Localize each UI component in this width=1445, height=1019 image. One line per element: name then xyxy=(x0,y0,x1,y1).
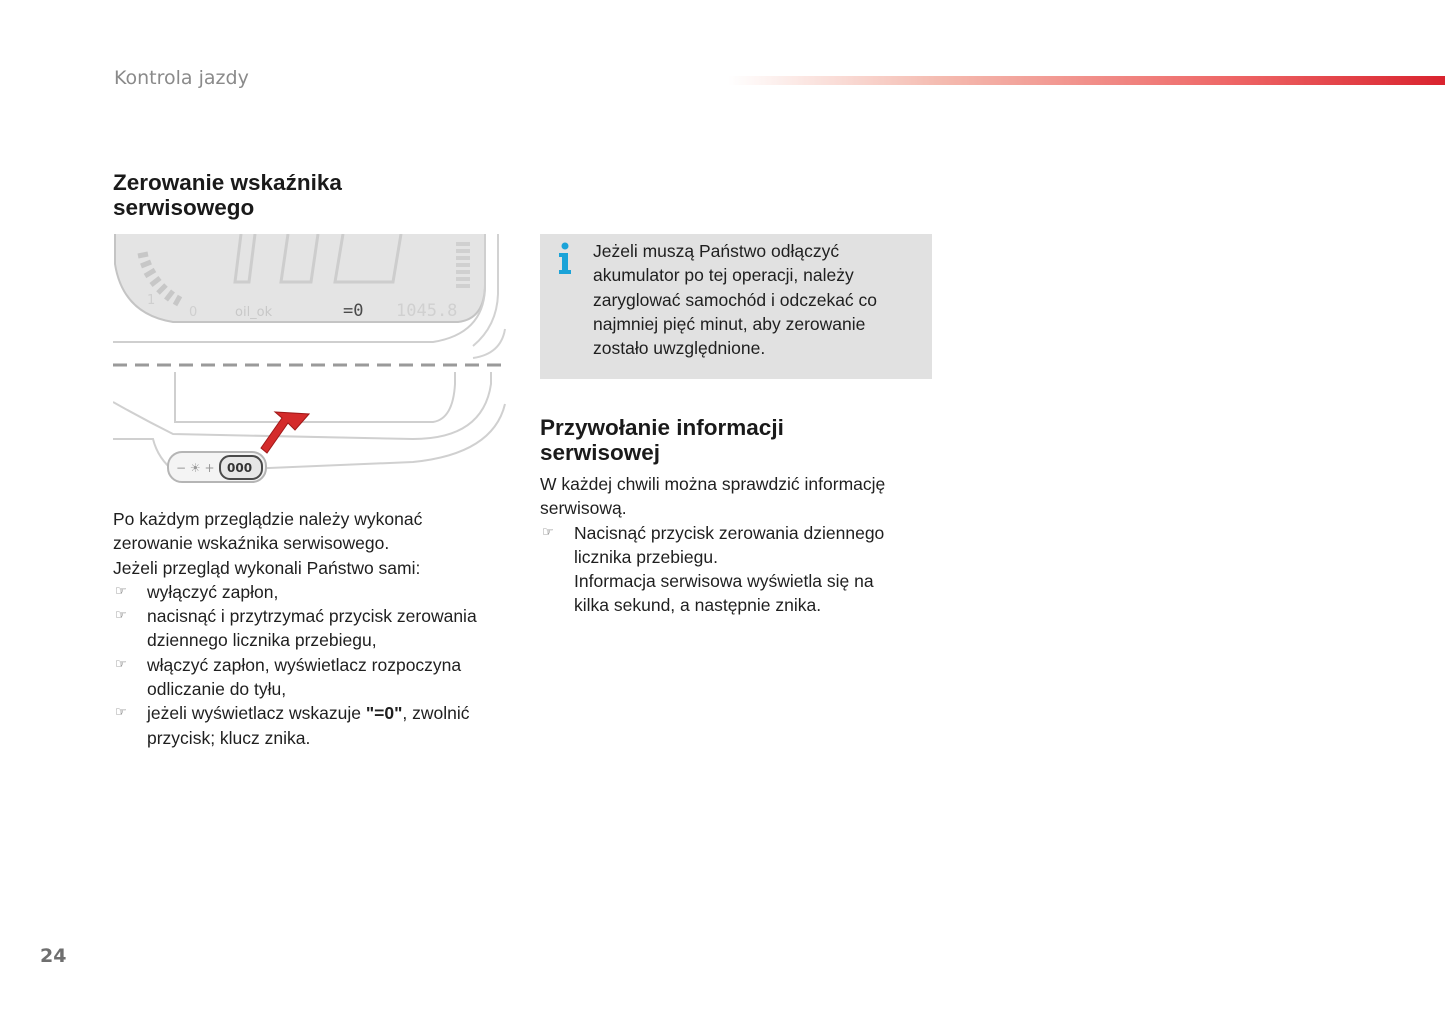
reset-value-emphasis: "=0" xyxy=(365,703,403,724)
section-title-reset xyxy=(113,170,493,220)
brightness-minus: − ☀ + xyxy=(176,461,215,475)
recall-instructions xyxy=(540,472,935,618)
intro-line: Jeżeli przegląd wykonali Państwo sami: xyxy=(113,557,421,578)
oil-ok-label: oil_ok xyxy=(235,305,273,320)
info-icon xyxy=(556,242,574,274)
intro-line: Po każdym przeglądzie należy wykonać xyxy=(113,509,423,529)
section-title-recall xyxy=(540,415,920,465)
pointing-hand-icon: ☞ xyxy=(115,705,127,721)
lower-panel xyxy=(175,372,455,422)
pointing-hand-icon: ☞ xyxy=(115,608,127,624)
instrument-panel-illustration xyxy=(113,234,506,492)
info-note-box xyxy=(540,234,932,379)
odometer-readout: 1045.8 xyxy=(396,301,458,321)
info-line: akumulator po tej operacji, należy xyxy=(593,265,854,286)
pointing-hand-icon: ☞ xyxy=(115,656,127,672)
intro-line: W każdej chwili można sprawdzić informację xyxy=(540,474,886,494)
list-item-text: dziennego licznika przebiegu, xyxy=(147,630,377,651)
intro-line: zerowanie wskaźnika serwisowego. xyxy=(113,533,390,554)
followup-line: kilka sekund, a następnie znika. xyxy=(574,595,822,616)
pointer-arrow xyxy=(261,412,309,453)
list-item-text: licznika przebiegu. xyxy=(574,546,718,567)
list-item xyxy=(113,653,513,702)
list-item-text: nacisnąć i przytrzymać przycisk zerowania xyxy=(147,606,477,627)
recall-steps-list xyxy=(540,521,935,570)
pointing-hand-icon: ☞ xyxy=(115,583,127,599)
intro-line: serwisową. xyxy=(540,498,627,519)
section-title-line: Zerowanie wskaźnika xyxy=(113,170,342,195)
list-item xyxy=(540,521,935,570)
info-line: Jeżeli muszą Państwo odłączyć xyxy=(593,241,840,261)
gauge-label-0: 0 xyxy=(189,305,198,320)
pointing-hand-icon: ☞ xyxy=(542,524,554,540)
housing-edge xyxy=(473,329,505,358)
lower-panel-outer xyxy=(113,372,491,439)
list-item xyxy=(113,580,513,604)
info-note-text xyxy=(593,239,923,360)
list-item-text: , zwolnić xyxy=(402,703,470,724)
section-title-line: serwisowej xyxy=(540,440,661,465)
list-item xyxy=(113,604,513,653)
trip-reset-button-label: 000 xyxy=(227,461,253,475)
section-title-line: Przywołanie informacji xyxy=(540,415,784,440)
reset-instructions xyxy=(113,507,513,750)
list-item-text: przycisk; klucz znika. xyxy=(147,727,311,748)
section-title-line: serwisowego xyxy=(113,195,255,220)
list-item-text: Nacisnąć przycisk zerowania dziennego xyxy=(574,522,885,543)
reset-steps-list xyxy=(113,580,513,750)
list-item-text: wyłączyć zapłon, xyxy=(147,581,279,602)
list-item-text: włączyć zapłon, wyświetlacz rozpoczyna xyxy=(147,654,462,675)
gauge-label-1: 1 xyxy=(147,293,156,308)
illustration-svg xyxy=(113,234,506,492)
list-item xyxy=(113,701,513,750)
list-item-text: odliczanie do tyłu, xyxy=(147,679,287,700)
info-line: najmniej pięć minut, aby zerowanie xyxy=(593,313,866,334)
reset-indicator: =0 xyxy=(343,301,364,321)
info-line: zaryglować samochód i odczekać co xyxy=(593,289,878,310)
followup-line: Informacja serwisowa wyświetla się na xyxy=(574,571,874,592)
header-accent-bar xyxy=(728,76,1445,85)
info-line: zostało uwzględnione. xyxy=(593,338,766,359)
page-number: 24 xyxy=(40,945,67,967)
running-header: Kontrola jazdy xyxy=(114,67,249,89)
list-item-text: jeżeli wyświetlacz wskazuje xyxy=(147,703,366,724)
